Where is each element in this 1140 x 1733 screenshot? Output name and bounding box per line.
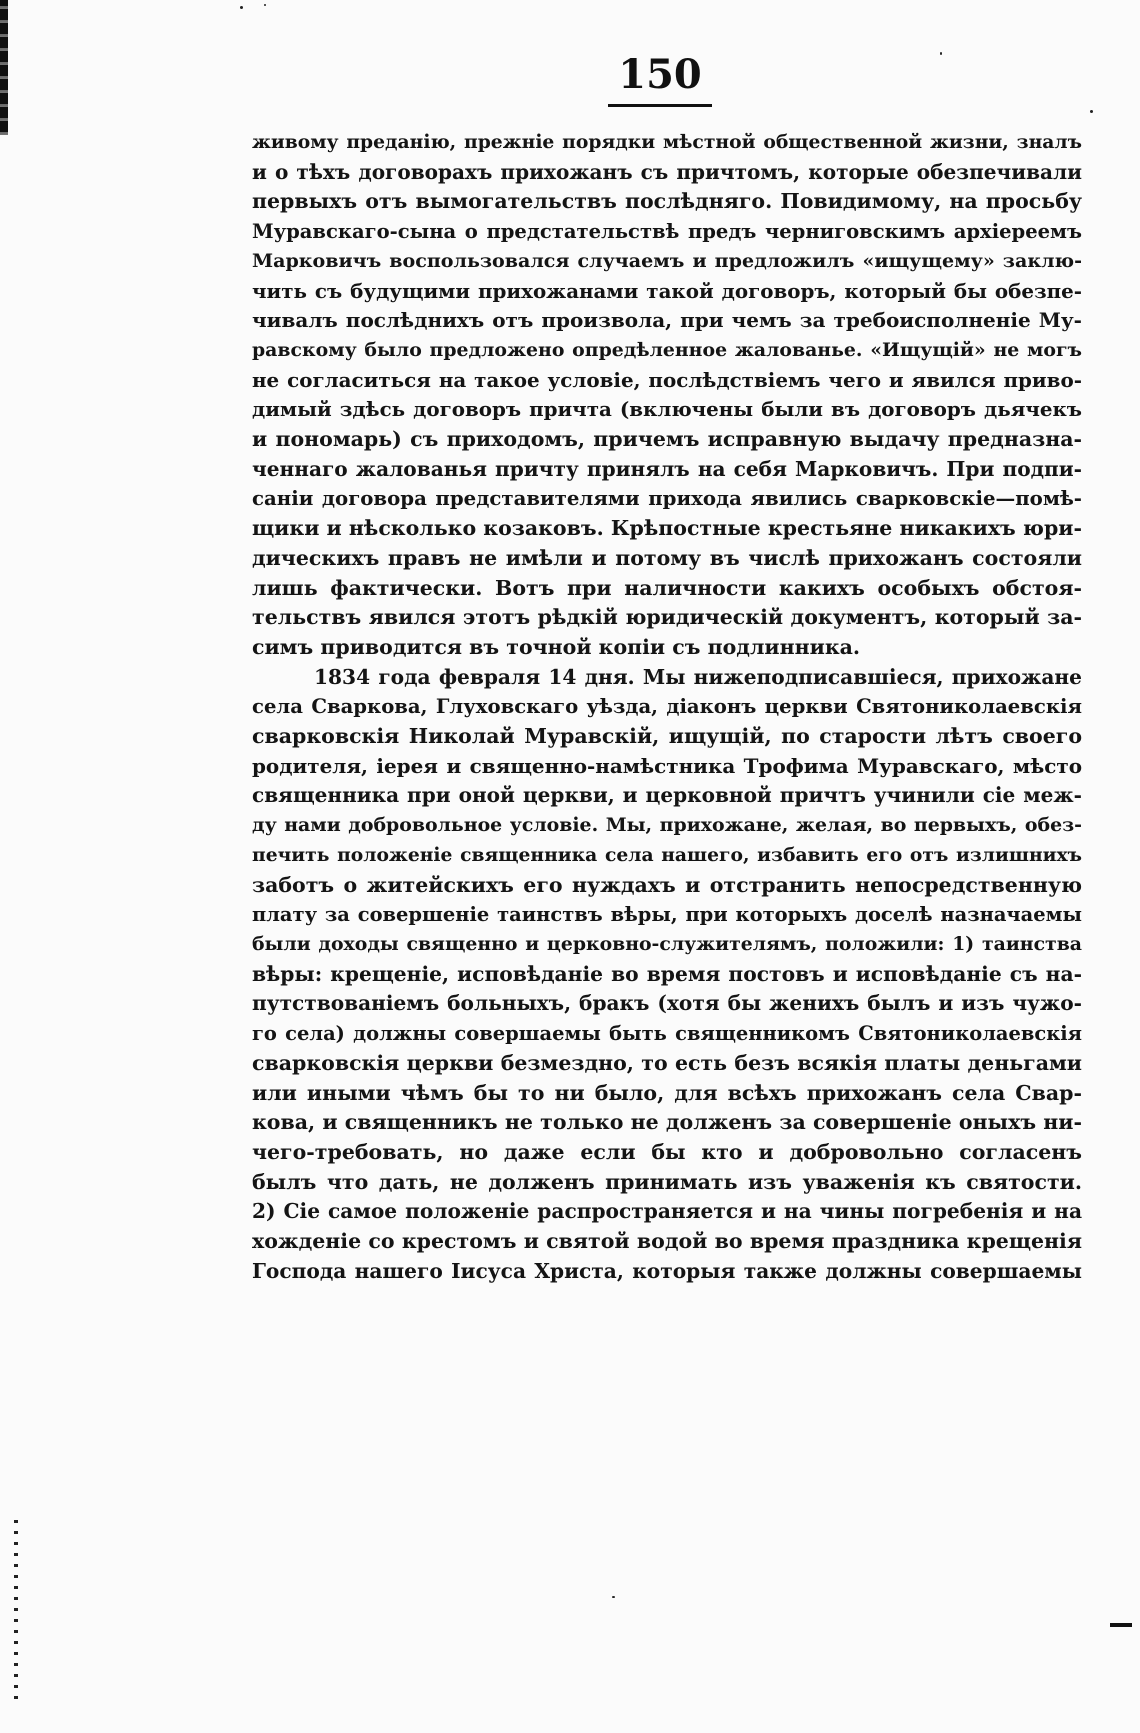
text-line: равскому было предложено опредѣленное жалованье. «Ищущій» не могъ [252,338,1082,361]
text-line: лишь фактически. Вотъ при наличности какихъ особыхъ обстоя- [252,575,1082,600]
text-line: ченнаго жалованья причту принялъ на себя Марковичъ. При подпи- [252,456,1082,481]
text-line: чивалъ послѣднихъ отъ произвола, при чемъ за требоисполненіе Му- [252,308,1082,333]
text-line: щики и нѣсколько козаковъ. Крѣпостные крестьяне никакихъ юри- [252,516,1082,541]
text-line: чить съ будущими прихожанами такой договоръ, который бы обезпе- [252,278,1082,303]
text-line: димый здѣсь договоръ причта (включены были въ договоръ дьячекъ [252,397,1082,422]
scan-speck [264,4,266,6]
text-line: кова, и священникъ не только не долженъ за совершеніе оныхъ ни- [252,1110,1082,1135]
scan-mark-artifact [1110,1623,1132,1627]
scan-edge-artifact [0,0,8,135]
scan-speck [612,1596,615,1598]
text-line: саніи договора представителями прихода явились сварковскіе—помѣ- [252,486,1082,511]
text-line: первыхъ отъ вымогательствъ послѣдняго. Повидимому, на просьбу [252,189,1082,214]
text-line: ду нами добровольное условіе. Мы, прихожане, желая, во первыхъ, обез- [252,814,1082,837]
text-line: симъ приводится въ точной копіи съ подлинника. [252,634,861,659]
text-line: Марковичъ воспользовался случаемъ и предложилъ «ищущему» заклю- [252,249,1082,272]
paragraph-2 [252,663,1082,1287]
text-line: заботъ о житейскихъ его нуждахъ и отстранить непосредственную [252,872,1082,897]
scan-speck [1090,110,1093,113]
text-line: хожденіе со крестомъ и святой водой во время праздника крещенія [252,1229,1082,1254]
text-line: или иными чѣмъ бы то ни было, для всѣхъ прихожанъ села Свар- [252,1080,1082,1105]
text-line: 1834 года февраля 14 дня. Мы нижеподписавшіеся, прихожане [314,664,1082,689]
text-line: вѣры: крещеніе, исповѣданіе во время постовъ и исповѣданіе съ на- [252,961,1082,986]
page-number-rule [608,104,712,107]
text-line: 2) Сіе самое положеніе распространяется и на чины погребенія и на [252,1199,1082,1224]
text-line: живому преданію, прежніе порядки мѣстной общественной жизни, зналъ [252,131,1082,153]
text-line: плату за совершеніе таинствъ вѣры, при которыхъ доселѣ назначаемы [252,903,1082,927]
text-line: родителя, іерея и священно-намѣстника Трофима Муравскаго, мѣсто [252,753,1082,778]
text-line: не согласиться на такое условіе, послѣдствіемъ чего и явился приво- [252,367,1082,392]
body-text [252,128,1082,1286]
text-line: были доходы священно и церковно-служителямъ, положили: 1) таинства [252,932,1082,955]
text-line: чего-требовать, но даже если бы кто и добровольно согласенъ [252,1139,1082,1164]
text-line: Муравскаго-сына о предстательствѣ предъ черниговскимъ архіереемъ [252,220,1082,244]
text-line: и пономарь) съ приходомъ, причемъ исправную выдачу предназна- [252,427,1082,452]
text-line: дическихъ правъ не имѣли и потому въ числѣ прихожанъ состояли [252,545,1082,570]
text-line: сварковскія Николай Муравскій, ищущій, по старости лѣтъ своего [252,724,1082,749]
text-line: печить положеніе священника села нашего, избавить его отъ излишнихъ [252,843,1082,866]
text-line: села Сваркова, Глуховскаго уѣзда, діаконъ церкви Святониколаевскія [252,695,1082,719]
text-line: тельствъ явился этотъ рѣдкій юридическій документъ, который за- [252,605,1082,630]
text-line: го села) должны совершаемы быть священникомъ Святониколаевскія [252,1022,1082,1046]
text-line: священника при оной церкви, и церковной причтъ учинили сіе меж- [252,783,1082,808]
text-line: сварковскія церкви безмездно, то есть безъ всякія платы деньгами [252,1050,1082,1075]
scan-edge-artifact-bottom [14,1520,18,1700]
text-line: былъ что дать, не долженъ принимать изъ уваженія къ святости. [252,1169,1082,1194]
page-number: 150 [618,51,702,98]
text-line: путствованіемъ больныхъ, бракъ (хотя бы женихъ былъ и изъ чужо- [252,991,1082,1016]
scan-speck [940,52,942,55]
text-line: Господа нашего Іисуса Христа, которыя также должны совершаемы [252,1258,1082,1283]
paragraph-1 [252,128,1082,663]
scan-speck [240,6,243,9]
text-line: и о тѣхъ договорахъ прихожанъ съ причтомъ, которые обезпечивали [252,159,1082,184]
